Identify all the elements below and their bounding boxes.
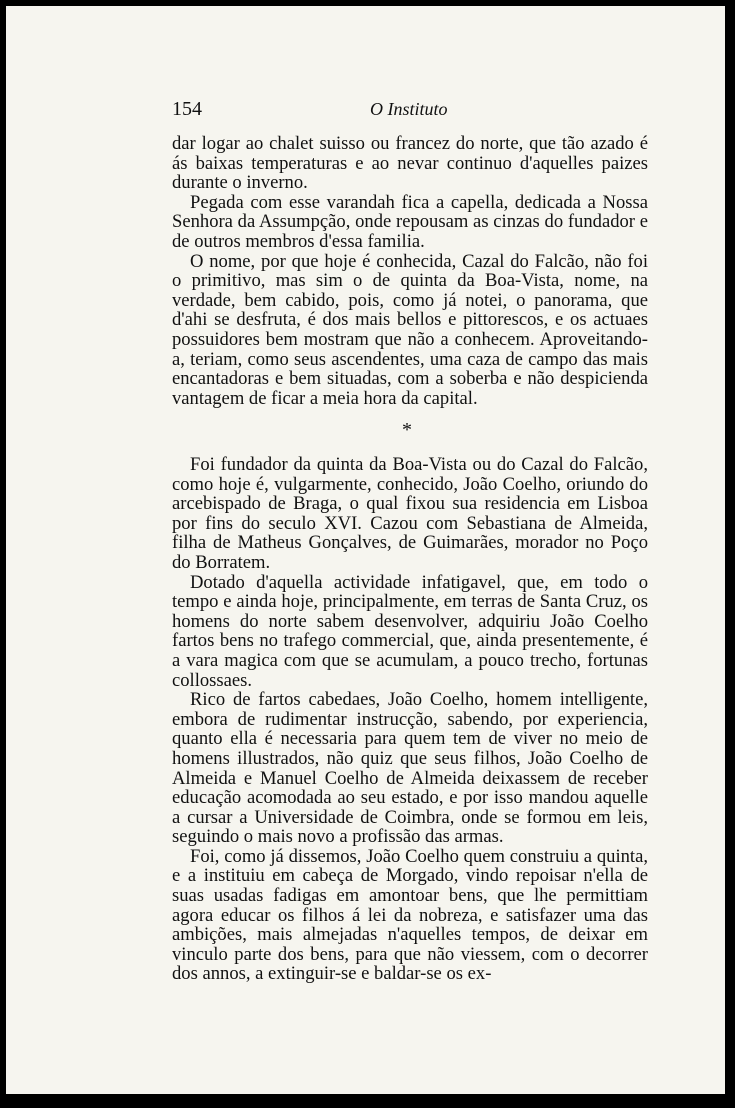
paragraph: Rico de fartos cabedaes, João Coelho, homem intelligente, embora de rudimentar instrucção, sabendo, por experiencia, quanto ella é necessaria para quem tem de viver no meio de homens illustrados, não quiz que seus filhos, João Coelho de Almeida e Manuel Coelho de Almeida deixassem de receber educação acomodada ao seu estado, e por isso mandou aquelle a cursar a Universidade de Coimbra, onde se formou em leis, seguindo o mais novo a profissão das armas. — [172, 689, 648, 848]
paragraph: Pegada com esse varandah fica a capella, dedicada a Nossa Senhora da Assumpção, onde repousam as cinzas do fundador e de outros membros d'essa familia. — [172, 191, 648, 252]
paragraph: dar logar ao chalet suisso ou francez do norte, que tão azado é ás baixas temperaturas e ao nevar continuo d'aquelles paizes durante o inverno. — [172, 133, 648, 194]
page-number: 154 — [172, 98, 202, 120]
paragraph: Dotado d'aquella actividade infatigavel, que, em todo o tempo e ainda hoje, principalmente, em terras de Santa Cruz, os homens do norte sabem desenvolver, adquiriu João Coelho fartos bens no trafego commercial, que, ainda presentemente, é a vara magica com que se acumulam, a pouco trecho, fortunas collossaes. — [172, 571, 648, 691]
section-divider: * — [402, 419, 412, 441]
running-title: O Instituto — [370, 99, 448, 119]
paragraph: Foi, como já dissemos, João Coelho quem construiu a quinta, e a instituiu em cabeça de Morgado, vindo repoisar n'ella de suas usadas fadigas em amontoar bens, que lhe permittiam agora educar os filhos á lei da nobreza, e satisfazer uma das ambições, mais almejadas n'aquelles tempos, de deixar em vinculo parte dos bens, para que não viessem, com o decorrer dos annos, a extinguir-se e baldar-se os ex- — [172, 845, 648, 985]
text-block-after-divider — [172, 455, 648, 984]
book-page — [6, 6, 725, 1094]
paragraph: O nome, por que hoje é conhecida, Cazal do Falcão, não foi o primitivo, mas sim o de quinta da Boa-Vista, nome, na verdade, bem cabido, pois, como já notei, o panorama, que d'ahi se desfruta, é dos mais bellos e pittorescos, e os actuaes possuidores bem mostram que não a conhecem. Aproveitando-a, teriam, como seus ascendentes, uma caza de campo das mais encantadoras e bem situadas, com a soberba e não despicienda vantagem de ficar a meia hora da capital. — [172, 250, 648, 409]
text-block-before-divider — [172, 134, 648, 408]
paragraph: Foi fundador da quinta da Boa-Vista ou do Cazal do Falcão, como hoje é, vulgarmente, conhecido, João Coelho, oriundo do arcebispado de Braga, o qual fixou sua residencia em Lisboa por fins do seculo XVI. Cazou com Sebastiana de Almeida, filha de Matheus Gonçalves, de Guimarães, morador no Poço do Borratem. — [172, 454, 648, 573]
page-header — [172, 98, 648, 122]
